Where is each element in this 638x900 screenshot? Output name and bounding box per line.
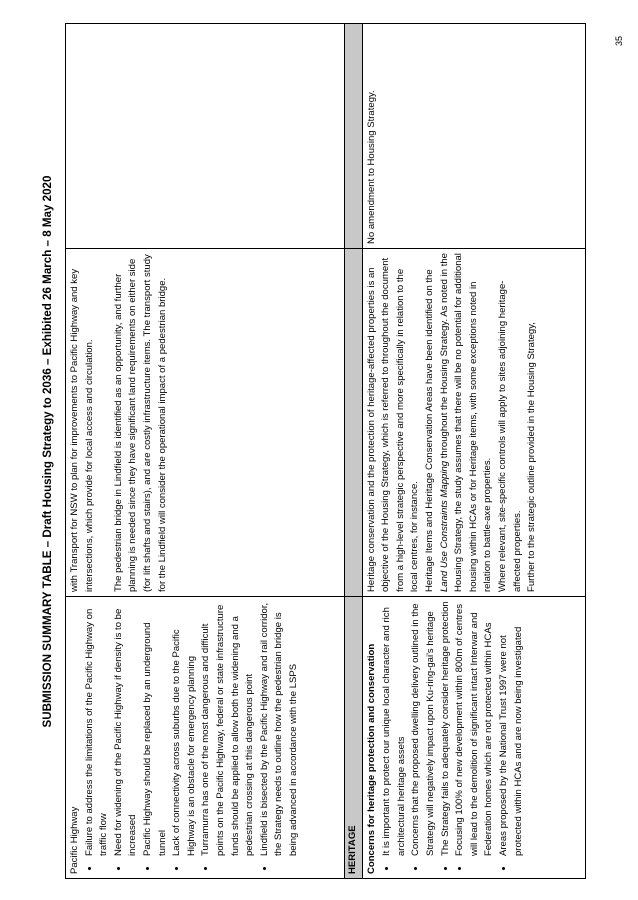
response-cell [362,249,585,597]
list-item: • Focusing 100% of new development within 800m of centres will lead to the demolition of significant intact Interwar and Federation homes which are not protected within HCAs [453,601,497,858]
document-title: SUBMISSION SUMMARY TABLE – Draft Housing Strategy to 2036 – Exhibited 26 March – 8 May 2020 [41,175,54,728]
issues-list [83,601,302,874]
recommendation-cell [66,24,345,249]
issues-cell [362,597,585,879]
list-item: • Areas proposed by the National Trust 1997 were not protected within HCAs and are now being investigated [497,601,526,858]
response-paragraph: with Transport for NSW to plan for improvements to Pacific Highway and key intersections, which provide for local access and circulation. [69,268,95,592]
rotated-page-content [31,24,617,879]
list-item: • It is important to protect our unique local character and rich architectural heritage assets [380,601,409,858]
list-item: • Lack of connectivity across suburbs due to the Pacific Highway is an obstacle for emergency planning [170,601,199,858]
recommendation-cell: No amendment to Housing Strategy. [362,24,585,249]
response-text: Heritage Items and Heritage Conservation Areas have been identified on the [423,269,435,592]
submission-summary-table [65,23,586,879]
table-row [362,24,585,879]
section-header-row [345,24,363,879]
response-cell [66,249,345,597]
mapping-reference: Land Use Constraints Mapping [438,460,450,592]
response-paragraph: Further to the strategic outline provided in the Housing Strategy, [526,322,538,592]
issues-list [380,601,526,874]
page-number: 35 [614,35,624,46]
list-item: • Lindfield is bisected by the Pacific Highway and rail corridor, the Strategy needs to outline how the pedestrian bridge is being advanced in accordance with the LSPS [258,601,302,858]
issues-cell [66,597,345,879]
list-item: • Need for widening of the Pacific Highway if density is to be increased [112,601,141,858]
response-paragraph: Heritage conservation and the protection of heritage-affected properties is an objective of the Housing Strategy, which is referred to throughout the document from a high-level strategic perspective and more specifically in relation to the local centres, for instance. [365,257,421,592]
list-item: • Failure to address the limitations of the Pacific Highway on traffic flow [83,601,112,858]
response-text: throughout the Housing Strategy. As noted in the Housing Strategy, the study assumes that there will be no potential for additional housing within HCAs or for Heritage items, with some exceptions noted in relation to battle-axe properties. [438,253,494,592]
response-paragraph: Where relevant, site-specific controls will apply to sites adjoining heritage-affected properties. [496,280,523,592]
response-paragraph [423,253,496,592]
list-item: • Pacific Highway should be replaced by an underground tunnel [141,601,170,858]
section-heading-blank [345,24,363,249]
list-item: • Turramurra has one of the most dangerous and difficult points on the Pacific Highway, federal or state infrastructure funds should be applied to allow both the widening and a pedestrian crossing at this dangerous point [199,601,257,858]
issues-lead: Pacific Highway [69,806,80,874]
list-item: • Concerns that the proposed dwelling delivery outlined in the Strategy will negatively impact upon Ku-ring-gai's heritage [409,601,438,858]
section-heading: HERITAGE [345,597,363,879]
issue-heading: Concerns for heritage protection and conservation [365,643,377,874]
list-item: • The Strategy fails to adequately consider heritage protection [439,601,454,858]
table-row [66,24,345,879]
response-paragraph: The pedestrian bridge in Lindfield is identified as an opportunity, and further planning is needed since they have significant land requirements on either side (for lift shafts and stairs), and are costly infrastructure items. The transport study for the Lindfield will consider the operational impact of a pedestrian bridge. [112,254,168,592]
section-heading-blank [345,249,363,597]
